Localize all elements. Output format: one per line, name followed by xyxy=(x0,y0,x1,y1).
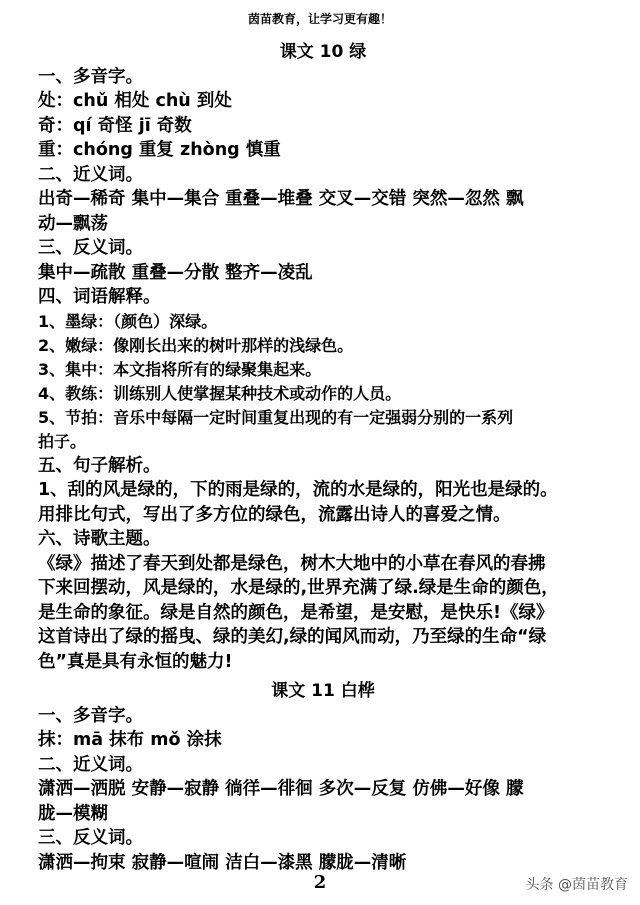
antonym-line: 潇洒—拘束 寂静—喧闹 洁白—漆黑 朦胧—清晰 xyxy=(38,852,407,873)
section-heading: 六、诗歌主题。 xyxy=(38,529,161,549)
page-header: 茵苗教育，让学习更有趣！ xyxy=(247,12,392,26)
theme-line: 下来回摆动，风是绿的，水是绿的,世界充满了绿.绿是生命的颜色， xyxy=(38,578,559,598)
page-number: 2 xyxy=(313,872,327,893)
definition-line: 1、墨绿：（颜色）深绿。 xyxy=(38,311,218,331)
polyphone-entry: 抹：mā 抹布 mǒ 涂抹 xyxy=(38,730,222,750)
section-heading: 二、近义词。 xyxy=(38,754,143,775)
watermark: 头条 @茵苗教育 xyxy=(525,877,628,893)
lesson-11-title: 课文 11 白桦 xyxy=(271,681,375,701)
theme-line: 是生命的象征。绿是自然的颜色，是希望，是安慰，是快乐!《绿》 xyxy=(38,602,554,623)
section-heading: 三、反义词。 xyxy=(38,238,143,258)
section-heading: 四、词语解释。 xyxy=(38,287,161,307)
synonym-line: 胧—模糊 xyxy=(38,803,108,824)
analysis-line: 用排比句式，写出了多方位的绿色，流露出诗人的喜爱之情。 xyxy=(38,504,511,525)
polyphone-entry: 处：chǔ 相处 chù 到处 xyxy=(38,91,232,111)
theme-line: 《绿》描述了春天到处都是绿色，树木大地中的小草在春风的春拂 xyxy=(38,553,546,574)
theme-line: 这首诗出了绿的摇曳、绿的美幻,绿的闻风而动，乃至绿的生命“绿 xyxy=(38,627,547,647)
synonym-line: 出奇—稀奇 集中—集合 重叠—堆叠 交叉—交错 突然—忽然 飘 xyxy=(38,189,524,209)
page-content xyxy=(38,40,608,875)
section-heading: 一、多音字。 xyxy=(38,705,143,726)
section-heading: 五、句子解析。 xyxy=(38,455,161,476)
definition-line: 3、集中：本文指将所有的绿聚集起来。 xyxy=(38,359,322,379)
definition-line: 2、嫩绿：像刚长出来的树叶那样的浅绿色。 xyxy=(38,335,354,355)
definition-line: 4、教练：训练别人使掌握某种技术或动作的人员。 xyxy=(38,383,402,403)
theme-line: 色”真是具有永恒的魅力! xyxy=(38,651,233,672)
section-heading: 一、多音字。 xyxy=(38,66,143,87)
synonym-line: 潇洒—洒脱 安静—寂静 徜徉—徘徊 多次—反复 仿佛—好像 朦 xyxy=(38,779,524,799)
section-heading: 二、近义词。 xyxy=(38,164,143,185)
analysis-line: 1、刮的风是绿的，下的雨是绿的，流的水是绿的，阳光也是绿的。 xyxy=(38,480,558,500)
lesson-10-title: 课文 10 绿 xyxy=(279,42,367,62)
polyphone-entry: 奇：qí 奇怪 jī 奇数 xyxy=(38,115,192,136)
definition-line: 5、节拍：音乐中每隔一定时间重复出现的有一定强弱分别的一系列 xyxy=(38,407,514,427)
antonym-line: 集中—疏散 重叠—分散 整齐—凌乱 xyxy=(38,262,313,283)
polyphone-entry: 重：chóng 重复 zhòng 慎重 xyxy=(38,140,281,160)
section-heading: 三、反义词。 xyxy=(38,828,143,848)
synonym-line: 动—飘荡 xyxy=(38,213,108,234)
definition-line: 拍子。 xyxy=(38,431,87,451)
